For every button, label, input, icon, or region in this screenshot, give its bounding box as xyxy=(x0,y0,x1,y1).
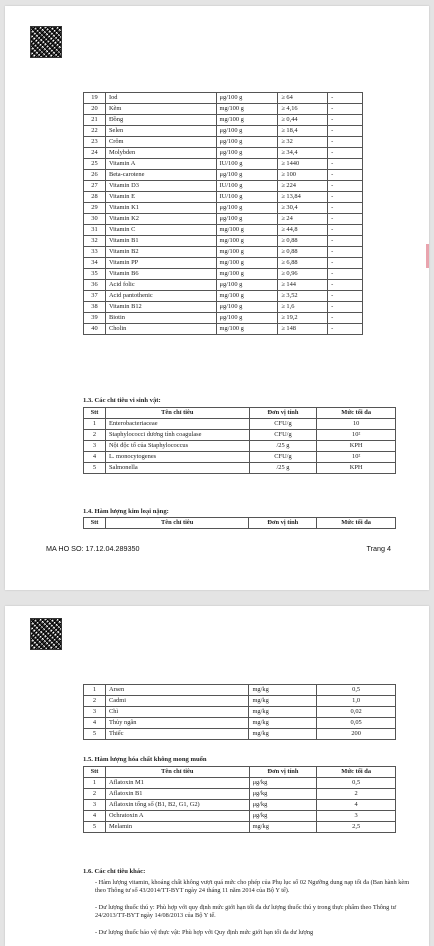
table-row xyxy=(84,148,363,159)
table-cell: - xyxy=(328,291,363,302)
table-cell: Thủy ngân xyxy=(105,718,249,729)
table-cell: 3 xyxy=(84,800,106,811)
table-cell: μg/100 g xyxy=(216,93,278,104)
table-cell: Biotin xyxy=(105,313,216,324)
table-row xyxy=(84,441,396,452)
table-row xyxy=(84,452,396,463)
table-cell: 2,5 xyxy=(317,822,396,833)
table-cell: - xyxy=(328,148,363,159)
table-cell: ≥ 24 xyxy=(278,214,328,225)
table-cell: 37 xyxy=(84,291,106,302)
table-cell: μg/kg xyxy=(249,789,317,800)
table-cell: Aflatoxin M1 xyxy=(105,778,249,789)
column-header: Đơn vị tính xyxy=(249,518,317,529)
table-row xyxy=(84,707,396,718)
table-row xyxy=(84,800,396,811)
table-cell: Vitamin D3 xyxy=(105,181,216,192)
heavy-metal-table xyxy=(83,684,396,740)
table-cell: mg/100 g xyxy=(216,258,278,269)
table-cell: ≥ 32 xyxy=(278,137,328,148)
note-pesticide: - Dư lượng thuốc bảo vệ thực vật: Phù hợp với Quy định mức giới hạn tối đa dư lượng xyxy=(95,929,314,936)
table-cell: ≥ 19,2 xyxy=(278,313,328,324)
table-cell: CFU/g xyxy=(249,452,317,463)
table-cell: 5 xyxy=(84,463,106,474)
table-cell: 1,0 xyxy=(317,696,396,707)
table-row xyxy=(84,126,363,137)
table-cell: μg/100 g xyxy=(216,137,278,148)
table-cell: 19 xyxy=(84,93,106,104)
table-cell: - xyxy=(328,170,363,181)
table-cell: 27 xyxy=(84,181,106,192)
table-cell: Vitamin B12 xyxy=(105,302,216,313)
table-cell: ≥ 0,88 xyxy=(278,247,328,258)
table-cell: - xyxy=(328,280,363,291)
table-cell: Acid pantothenic xyxy=(105,291,216,302)
table-cell: 25 xyxy=(84,159,106,170)
table-cell: 2 xyxy=(317,789,396,800)
table-cell: 32 xyxy=(84,236,106,247)
table-cell: 35 xyxy=(84,269,106,280)
table-cell: Enterobacteriaceae xyxy=(105,419,249,430)
table-cell: Vitamin A xyxy=(105,159,216,170)
table-row xyxy=(84,170,363,181)
table-cell: 40 xyxy=(84,324,106,335)
table-cell: ≥ 64 xyxy=(278,93,328,104)
table-cell: Vitamin K2 xyxy=(105,214,216,225)
table-cell: 31 xyxy=(84,225,106,236)
column-header: Mức tối đa xyxy=(317,518,396,529)
table-cell: mg/kg xyxy=(249,822,317,833)
table-cell: mg/100 g xyxy=(216,104,278,115)
table-cell: mg/100 g xyxy=(216,324,278,335)
table-cell: - xyxy=(328,214,363,225)
table-cell: 30 xyxy=(84,214,106,225)
table-cell: Vitamin C xyxy=(105,225,216,236)
table-row xyxy=(84,247,363,258)
table-row xyxy=(84,789,396,800)
table-row xyxy=(84,324,363,335)
table-cell: Vitamin B1 xyxy=(105,236,216,247)
table-cell: 28 xyxy=(84,192,106,203)
table-cell: μg/100 g xyxy=(216,280,278,291)
table-cell: Arsen xyxy=(105,685,249,696)
table-row xyxy=(84,104,363,115)
table-cell: - xyxy=(328,258,363,269)
vitamin-mineral-table xyxy=(83,92,363,335)
table-cell: μg/100 g xyxy=(216,170,278,181)
table-row xyxy=(84,203,363,214)
table-row xyxy=(84,258,363,269)
note-vitamin-limit: - Hàm lượng vitamin, khoáng chất không vượt quá mức cho phép của Phụ lục số 02 Ngưỡng dung nạp tối đa (Ban hành kèm theo Thông tư số 43/2014/TT-BYT ngày 24 tháng 11 năm 2014 của Bộ Y tế). xyxy=(95,879,410,894)
table-cell: μg/100 g xyxy=(216,313,278,324)
table-cell: mg/kg xyxy=(249,707,317,718)
table-cell: 3 xyxy=(84,707,106,718)
table-cell: ≥ 18,4 xyxy=(278,126,328,137)
table-cell: 22 xyxy=(84,126,106,137)
table-cell: mg/100 g xyxy=(216,269,278,280)
table-cell: 0,5 xyxy=(317,685,396,696)
table-cell: 0,05 xyxy=(317,718,396,729)
table-cell: 24 xyxy=(84,148,106,159)
table-cell: 0,02 xyxy=(317,707,396,718)
section-1-6-title: 1.6. Các chỉ tiêu khác: xyxy=(83,868,146,875)
table-cell: μg/kg xyxy=(249,800,317,811)
table-row xyxy=(84,225,363,236)
table-row xyxy=(84,291,363,302)
chemical-table xyxy=(83,766,396,833)
table-cell: CFU/g xyxy=(249,430,317,441)
table-cell: Chì xyxy=(105,707,249,718)
table-cell: ≥ 34,4 xyxy=(278,148,328,159)
table-cell: mg/kg xyxy=(249,696,317,707)
table-cell: - xyxy=(328,126,363,137)
table-cell: μg/100 g xyxy=(216,214,278,225)
table-cell: - xyxy=(328,269,363,280)
table-cell: - xyxy=(328,93,363,104)
table-cell: Vitamin B6 xyxy=(105,269,216,280)
table-cell: Đồng xyxy=(105,115,216,126)
table-cell: μg/100 g xyxy=(216,148,278,159)
heavy-metal-table-header xyxy=(83,517,396,529)
table-row xyxy=(84,463,396,474)
column-header: Mức tối đa xyxy=(317,767,396,778)
table-row xyxy=(84,430,396,441)
margin-mark xyxy=(426,244,429,268)
table-cell: - xyxy=(328,236,363,247)
table-cell: mg/kg xyxy=(249,718,317,729)
table-cell: 33 xyxy=(84,247,106,258)
table-cell: - xyxy=(328,225,363,236)
table-cell: μg/100 g xyxy=(216,203,278,214)
table-cell: 5 xyxy=(84,729,106,740)
table-cell: /25 g xyxy=(249,463,317,474)
table-cell: Nội độc tố của Staphylococcus xyxy=(105,441,249,452)
table-cell: μg/kg xyxy=(249,811,317,822)
table-cell: Melamin xyxy=(105,822,249,833)
table-cell: 4 xyxy=(84,452,106,463)
table-cell: 10² xyxy=(317,452,396,463)
column-header: Tên chỉ tiêu xyxy=(105,408,249,419)
table-cell: 1 xyxy=(84,685,106,696)
table-cell: Iod xyxy=(105,93,216,104)
table-cell: 38 xyxy=(84,302,106,313)
table-cell: ≥ 4,16 xyxy=(278,104,328,115)
table-cell: mg/100 g xyxy=(216,225,278,236)
table-row xyxy=(84,313,363,324)
table-cell: Selen xyxy=(105,126,216,137)
table-row xyxy=(84,93,363,104)
table-cell: - xyxy=(328,192,363,203)
table-cell: 20 xyxy=(84,104,106,115)
table-cell: ≥ 1,6 xyxy=(278,302,328,313)
table-cell: 4 xyxy=(84,718,106,729)
column-header: Stt xyxy=(84,767,106,778)
table-cell: μg/100 g xyxy=(216,302,278,313)
table-cell: μg/kg xyxy=(249,778,317,789)
column-header: Đơn vị tính xyxy=(249,408,317,419)
table-cell: 4 xyxy=(84,811,106,822)
section-1-5-title: 1.5. Hàm lượng hóa chất không mong muốn xyxy=(83,756,207,763)
table-cell: /25 g xyxy=(249,441,317,452)
table-row xyxy=(84,214,363,225)
document-page-5 xyxy=(5,606,429,946)
table-cell: Vitamin PP xyxy=(105,258,216,269)
table-cell: Vitamin E xyxy=(105,192,216,203)
table-row xyxy=(84,137,363,148)
table-cell: 21 xyxy=(84,115,106,126)
table-row xyxy=(84,822,396,833)
table-row xyxy=(84,159,363,170)
table-cell: - xyxy=(328,159,363,170)
document-page-4 xyxy=(5,6,429,590)
file-number: MA HO SO: 17.12.04.289350 xyxy=(46,544,140,553)
table-cell: Beta-carotene xyxy=(105,170,216,181)
table-cell: KPH xyxy=(317,463,396,474)
table-cell: ≥ 30,4 xyxy=(278,203,328,214)
table-row xyxy=(84,685,396,696)
table-cell: Kẽm xyxy=(105,104,216,115)
microbiology-table xyxy=(83,407,396,474)
table-cell: ≥ 13,84 xyxy=(278,192,328,203)
table-row xyxy=(84,696,396,707)
qr-code xyxy=(30,618,62,650)
table-cell: ≥ 148 xyxy=(278,324,328,335)
table-cell: IU/100 g xyxy=(216,159,278,170)
table-cell: Thiếc xyxy=(105,729,249,740)
table-cell: 0,5 xyxy=(317,778,396,789)
table-row xyxy=(84,236,363,247)
table-row xyxy=(84,192,363,203)
column-header: Stt xyxy=(84,518,106,529)
table-cell: 1 xyxy=(84,778,106,789)
page-number: Trang 4 xyxy=(366,544,391,553)
table-cell: mg/100 g xyxy=(216,236,278,247)
table-cell: - xyxy=(328,313,363,324)
table-cell: ≥ 224 xyxy=(278,181,328,192)
table-cell: ≥ 44,8 xyxy=(278,225,328,236)
table-cell: 3 xyxy=(317,811,396,822)
table-cell: Aflatoxin B1 xyxy=(105,789,249,800)
table-cell: - xyxy=(328,302,363,313)
table-cell: 26 xyxy=(84,170,106,181)
table-cell: mg/100 g xyxy=(216,247,278,258)
table-cell: mg/kg xyxy=(249,685,317,696)
table-cell: Acid folic xyxy=(105,280,216,291)
table-cell: Ochratoxin A xyxy=(105,811,249,822)
table-cell: Staphylococci dương tính coagulase xyxy=(105,430,249,441)
column-header: Đơn vị tính xyxy=(249,767,317,778)
table-row xyxy=(84,302,363,313)
table-cell: Vitamin B2 xyxy=(105,247,216,258)
column-header: Tên chỉ tiêu xyxy=(105,518,248,529)
table-cell: CFU/g xyxy=(249,419,317,430)
table-cell: mg/100 g xyxy=(216,291,278,302)
table-cell: - xyxy=(328,137,363,148)
table-cell: 23 xyxy=(84,137,106,148)
table-cell: ≥ 100 xyxy=(278,170,328,181)
qr-code xyxy=(30,26,62,58)
table-row xyxy=(84,181,363,192)
table-cell: Cholin xyxy=(105,324,216,335)
table-cell: 2 xyxy=(84,430,106,441)
table-cell: - xyxy=(328,247,363,258)
table-cell: - xyxy=(328,115,363,126)
table-cell: 4 xyxy=(317,800,396,811)
table-cell: mg/100 g xyxy=(216,115,278,126)
table-cell: 2 xyxy=(84,696,106,707)
section-1-3-title: 1.3. Các chỉ tiêu vi sinh vật: xyxy=(83,397,161,404)
table-cell: Vitamin K1 xyxy=(105,203,216,214)
table-cell: 36 xyxy=(84,280,106,291)
table-cell: Molybden xyxy=(105,148,216,159)
table-cell: - xyxy=(328,104,363,115)
table-cell: 39 xyxy=(84,313,106,324)
table-cell: IU/100 g xyxy=(216,181,278,192)
table-cell: ≥ 3,52 xyxy=(278,291,328,302)
table-cell: ≥ 0,44 xyxy=(278,115,328,126)
table-cell: KPH xyxy=(317,441,396,452)
table-cell: ≥ 0,96 xyxy=(278,269,328,280)
table-cell: Aflatoxin tổng số (B1, B2, G1, G2) xyxy=(105,800,249,811)
table-row xyxy=(84,811,396,822)
table-row xyxy=(84,778,396,789)
table-cell: 29 xyxy=(84,203,106,214)
table-row xyxy=(84,419,396,430)
table-cell: 3 xyxy=(84,441,106,452)
table-cell: Crôm xyxy=(105,137,216,148)
table-cell: 2 xyxy=(84,789,106,800)
table-cell: 10² xyxy=(317,430,396,441)
note-vet-drug: - Dư lượng thuốc thú y: Phù hợp với quy định mức giới hạn tối đa dư lượng thuốc thú y trong thực phẩm theo Thông tư 24/2013/TT-BYT ngày 14/08/2013 của Bộ Y tế. xyxy=(95,904,397,919)
table-cell: 200 xyxy=(317,729,396,740)
table-cell: - xyxy=(328,181,363,192)
table-row xyxy=(84,718,396,729)
table-row xyxy=(84,269,363,280)
table-row xyxy=(84,280,363,291)
table-cell: 10 xyxy=(317,419,396,430)
section-1-4-title: 1.4. Hàm lượng kim loại nặng: xyxy=(83,508,169,515)
table-cell: L. monocytogenes xyxy=(105,452,249,463)
table-cell: mg/kg xyxy=(249,729,317,740)
table-cell: ≥ 144 xyxy=(278,280,328,291)
table-row xyxy=(84,729,396,740)
table-cell: - xyxy=(328,203,363,214)
column-header: Tên chỉ tiêu xyxy=(105,767,249,778)
table-cell: Cadmi xyxy=(105,696,249,707)
table-cell: ≥ 1440 xyxy=(278,159,328,170)
table-cell: 1 xyxy=(84,419,106,430)
table-cell: Salmonella xyxy=(105,463,249,474)
column-header: Mức tối đa xyxy=(317,408,396,419)
table-cell: μg/100 g xyxy=(216,126,278,137)
table-cell: ≥ 6,88 xyxy=(278,258,328,269)
column-header: Stt xyxy=(84,408,106,419)
table-cell: ≥ 0,88 xyxy=(278,236,328,247)
table-cell: - xyxy=(328,324,363,335)
table-cell: 34 xyxy=(84,258,106,269)
table-cell: IU/100 g xyxy=(216,192,278,203)
table-row xyxy=(84,115,363,126)
table-cell: 5 xyxy=(84,822,106,833)
